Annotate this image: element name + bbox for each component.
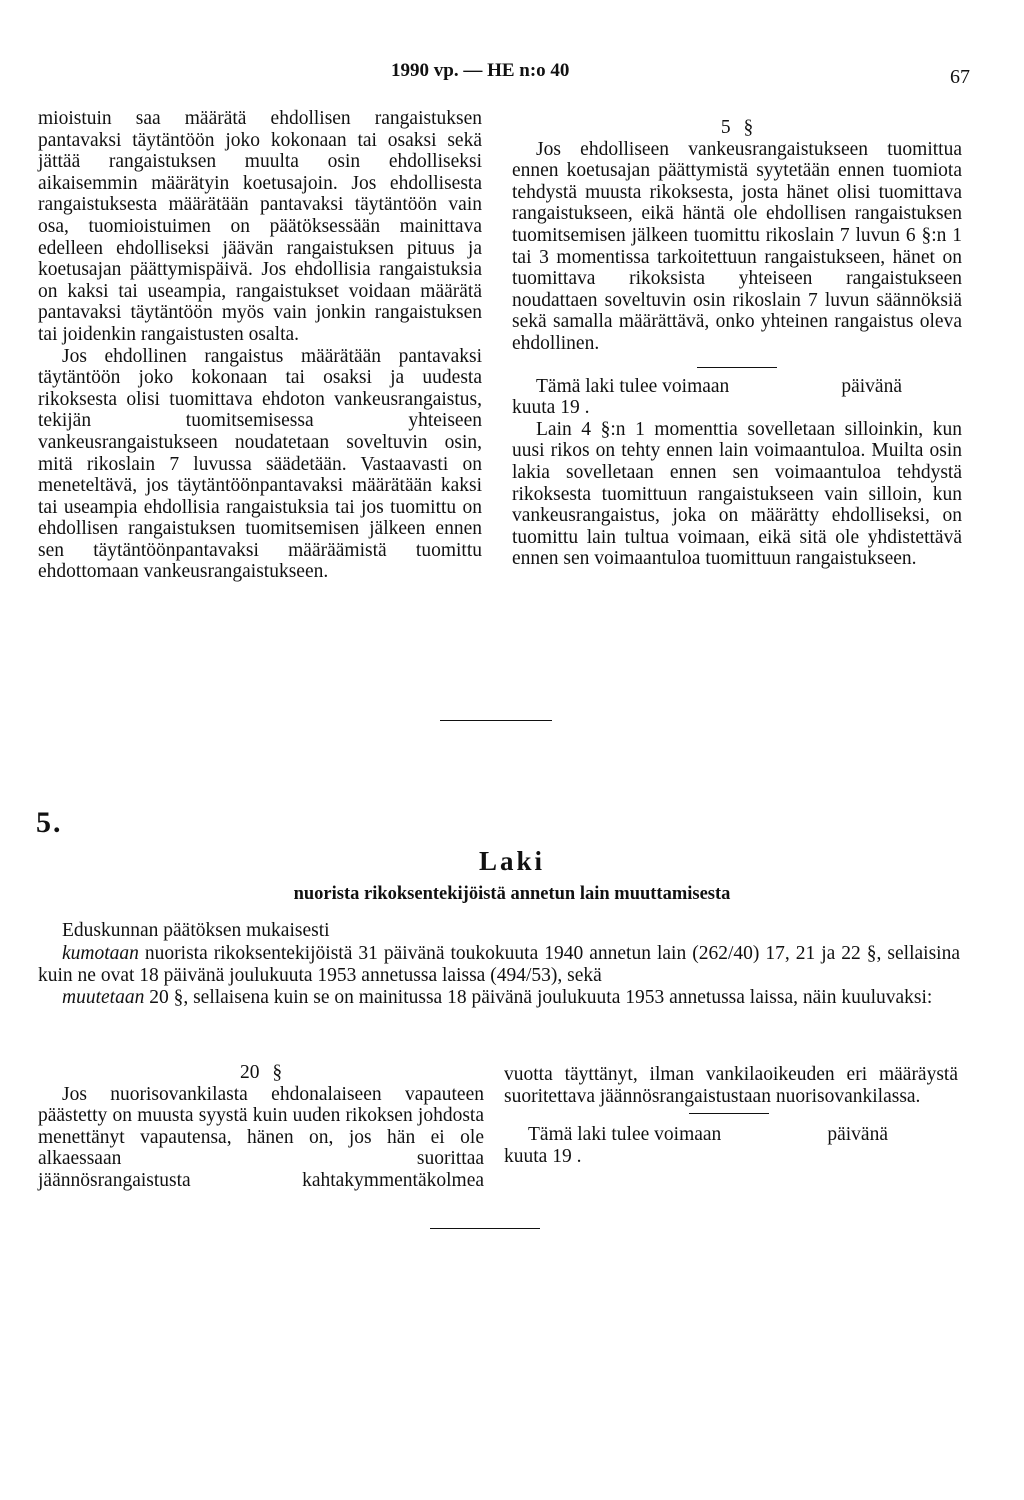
entry-into-force-month: kuuta 19 . [512, 397, 590, 419]
text-fragment: jäännösrangaistusta [38, 1169, 191, 1191]
section-sign: § [272, 1062, 283, 1083]
section-heading [512, 117, 962, 139]
paragraph: Jos nuorisovankilasta ehdonalaiseen vapauteen päästetty on muusta syystä kuin uuden rikoksen johdosta menettänyt vapautensa, hänen on, jos hän ei ole alkaessaan suorittaa [38, 1083, 484, 1170]
entry-into-force-text: Tämä laki tulee voimaan [528, 1124, 722, 1146]
section-number: 5 [720, 117, 731, 138]
entry-into-force [504, 1124, 958, 1146]
end-rule [430, 1228, 540, 1229]
paragraph-last-line [38, 1170, 484, 1192]
paragraph: Jos ehdollinen rangaistus määrätään pantavaksi täytäntöön joko kokonaan tai osaksi ja uudesta rikoksesta olisi tuomittava ehdoton vankeusrangaistus, tekijän tuomitsemisessa yhteiseen vankeusrangaistukseen noudatetaan soveltuvin osin, mitä rikoslain 7 luvussa säädetään. Vastaavasti on meneteltävä, jos täytäntöönpantavaksi määrätään kaksi tai useampia ehdollisia rangaistuksia tai jos tuomittu on ehdollisen rangaistuksen tuomitsemisen jälkeen ennen sen täytäntöönpantavaksi määräämistä tuomittu ehdottomaan vankeusrangaistukseen. [38, 345, 482, 583]
keyword-muutetaan: muutetaan [62, 987, 145, 1008]
act-number: 5. [36, 806, 63, 839]
divider [689, 1113, 769, 1114]
paragraph: Lain 4 §:n 1 momenttia sovelletaan silloinkin, kun uusi rikos on tehty ennen lain voimaantuloa. Muilta osin lakia sovelletaan ennen sen voimaantuloa tehdystä rikoksesta tuomittuun rangaistukseen vain silloin, kun vankeusrangaistus, joka on määrätty ehdolliseksi, on tuomittu lain tultua voimaan, eikä sitä ole yhdistettävä ennen sen voimaantuloa tuomittuun rangaistukseen. [512, 418, 962, 570]
act-subtitle: nuorista rikoksentekijöistä annetun lain muuttamisesta [293, 884, 731, 904]
entry-into-force-text: Tämä laki tulee voimaan [536, 375, 730, 397]
entry-into-force-month: kuuta 19 . [504, 1145, 582, 1167]
right-column-bottom [504, 1064, 958, 1167]
paragraph: mioistuin saa määrätä ehdollisen rangaistuksen pantavaksi täytäntöön joko kokonaan tai osaksi sekä jättää rangaistuksen muulta osin ehdolliseksi aikaisemmin määrätyin koetusajoin. Jos ehdollisesta rangaistuksesta määrätään pantavaksi täytäntöön vain osa, tuomioistuimen on päätöksessään mainittava edelleen ehdolliseksi jäävän rangaistuksen pituus ja koetusajan päättymispäivä. Jos ehdollisia rangaistuksia on kaksi tai useampia, rangaistukset voidaan määrätä pantavaksi täytäntöön myös vain jonkin rangaistuksen tai joidenkin rangaistusten osalta. [38, 108, 482, 345]
paragraph: vuotta täyttänyt, ilman vankilaoikeuden eri määräystä suoritettava jäännösrangaistustaan nuorisovankilassa. [504, 1064, 958, 1107]
divider [697, 367, 777, 368]
page-header [0, 60, 1024, 90]
entry-into-force [512, 376, 962, 398]
text-fragment: kahtakymmentäkolmea [302, 1169, 484, 1191]
entry-into-force-day: päivänä [827, 1124, 888, 1146]
repeal-text: nuorista rikoksentekijöistä 31 päivänä toukokuuta 1940 annetun lain (262/40) 17, 21 ja 22 §, sellaisina kuin ne ovat 18 päivänä joulukuuta 1953 annetussa laissa (494/53), sekä [38, 943, 960, 986]
amend-text: 20 §, sellaisena kuin se on mainitussa 18 päivänä joulukuuta 1953 annetussa laissa, näin kuuluvaksi: [144, 987, 933, 1008]
preamble-repeal [38, 943, 960, 987]
running-head: 1990 vp. — HE n:o 40 [391, 60, 570, 81]
right-column-top [512, 117, 962, 570]
preamble-amend [38, 987, 960, 1009]
section-sign: § [743, 117, 754, 138]
paragraph: Jos ehdolliseen vankeusrangaistukseen tuomittua ennen koetusajan päättymistä syytetään ennen tuomiota tehdystä muusta rikoksesta, josta hänet olisi tuomittava rangaistukseen, eikä häntä ole ehdollisen rangaistuksen tuomitsemisen jälkeen tuomittu rikoslain 7 luvun 6 §:n 1 tai 3 momentissa tarkoitettuun rangaistukseen, hänet on tuomittava rikoksista yhteiseen rangaistukseen noudattaen soveltuvin osin rikoslain 7 luvun säännöksiä sekä samalla määrättävä, onko yhteinen rangaistus oleva ehdollinen. [512, 138, 962, 354]
preamble-intro: Eduskunnan päätöksen mukaisesti [62, 920, 330, 941]
preamble [38, 920, 960, 1009]
section-heading [38, 1062, 484, 1084]
entry-into-force-day: päivänä [841, 375, 902, 397]
keyword-kumotaan: kumotaan [62, 943, 139, 964]
left-column-top [38, 108, 482, 583]
section-number: 20 [239, 1062, 260, 1083]
act-separator [440, 720, 552, 721]
page-number: 67 [950, 66, 970, 88]
left-column-bottom [38, 1062, 484, 1192]
act-title: Laki [478, 846, 546, 876]
